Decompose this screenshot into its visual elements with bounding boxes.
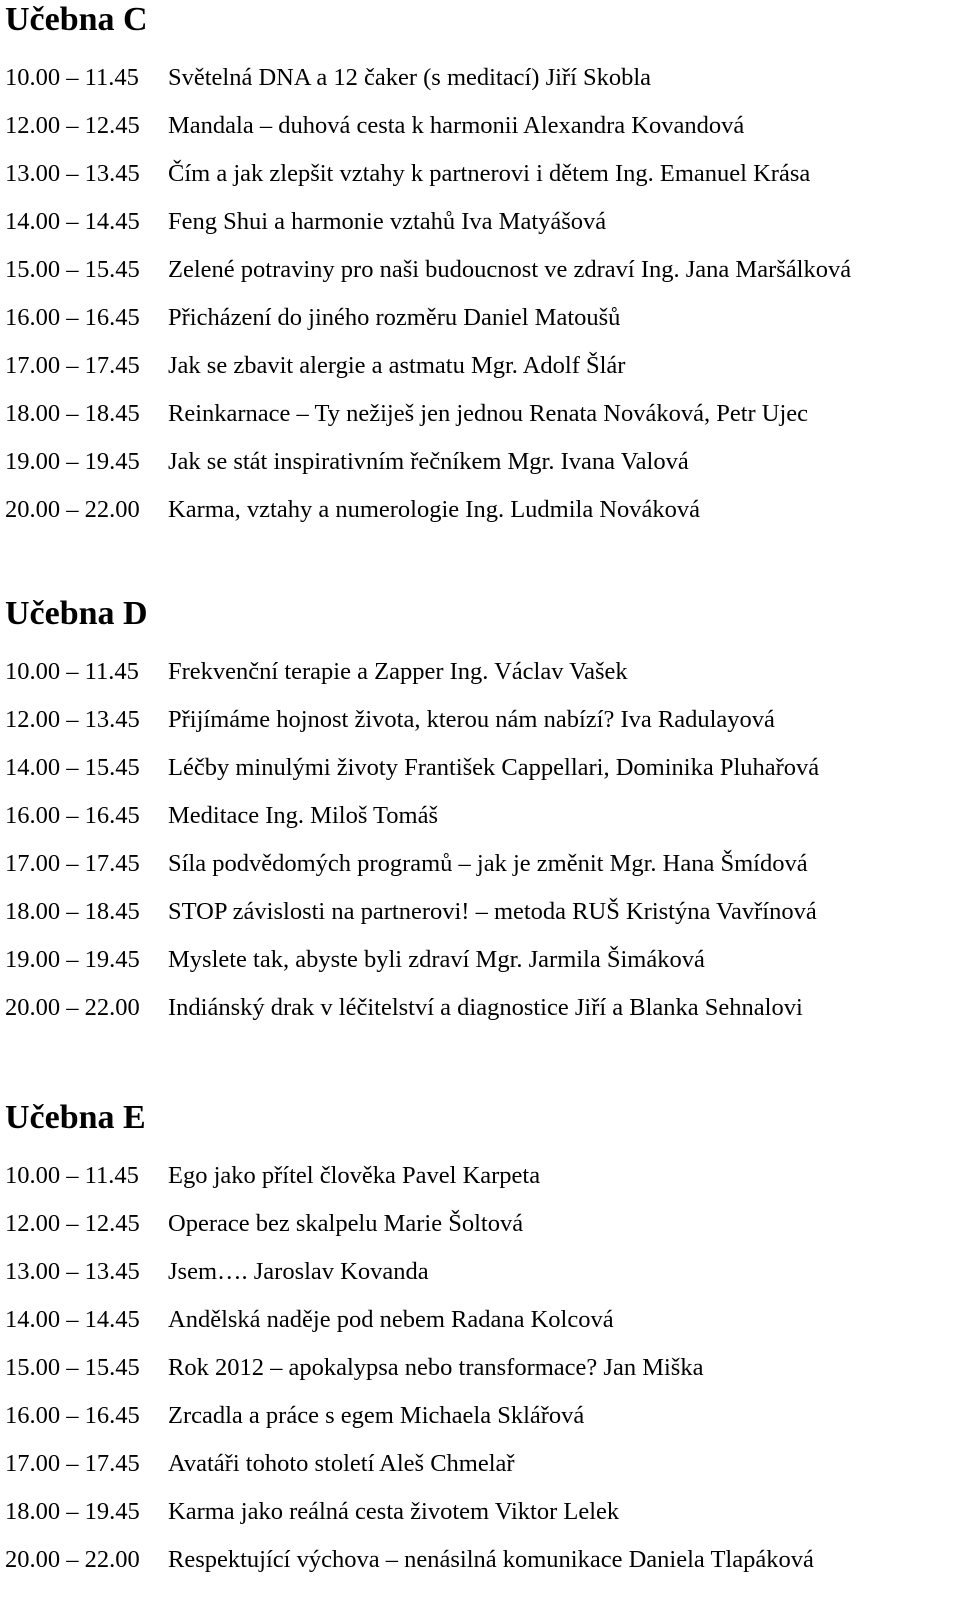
schedule-row [5,294,955,342]
time-slot: 20.00 – 22.00 [5,994,140,1021]
schedule-row [5,792,955,840]
schedule-row [5,1344,955,1392]
time-slot: 14.00 – 15.45 [5,754,140,781]
session-title-and-speaker: Zelené potraviny pro naši budoucnost ve zdraví Ing. Jana Maršálková [168,256,852,283]
schedule-row [5,1488,955,1536]
session-title-and-speaker: Přijímáme hojnost života, kterou nám nabízí? Iva Radulayová [168,706,775,733]
session-title-and-speaker: Operace bez skalpelu Marie Šoltová [168,1210,524,1237]
session-title-and-speaker: Ego jako přítel člověka Pavel Karpeta [168,1162,541,1189]
section-title: Učebna C [5,1,148,38]
schedule-row [5,246,955,294]
time-slot: 10.00 – 11.45 [5,658,139,685]
time-slot: 15.00 – 15.45 [5,256,140,283]
schedule-row [5,486,955,534]
schedule-row [5,1248,955,1296]
time-slot: 13.00 – 13.45 [5,1258,140,1285]
time-slot: 16.00 – 16.45 [5,304,140,331]
schedule-list [5,648,955,1032]
time-slot: 17.00 – 17.45 [5,352,140,379]
schedule-row [5,438,955,486]
session-title-and-speaker: Feng Shui a harmonie vztahů Iva Matyášová [168,208,607,235]
session-title-and-speaker: Mandala – duhová cesta k harmonii Alexandra Kovandová [168,112,745,139]
session-title-and-speaker: Čím a jak zlepšit vztahy k partnerovi i dětem Ing. Emanuel Krása [168,160,811,187]
schedule-row [5,54,955,102]
time-slot: 12.00 – 13.45 [5,706,140,733]
time-slot: 13.00 – 13.45 [5,160,140,187]
schedule-section-ucebna-c [5,0,955,534]
schedule-row [5,198,955,246]
time-slot: 17.00 – 17.45 [5,1450,140,1477]
time-slot: 16.00 – 16.45 [5,802,140,829]
schedule-row [5,390,955,438]
section-title: Učebna D [5,595,148,632]
time-slot: 10.00 – 11.45 [5,64,139,91]
time-slot: 18.00 – 19.45 [5,1498,140,1525]
schedule-row [5,1200,955,1248]
session-title-and-speaker: Respektující výchova – nenásilná komunikace Daniela Tlapáková [168,1546,814,1573]
schedule-row [5,840,955,888]
session-title-and-speaker: Zrcadla a práce s egem Michaela Sklářová [168,1402,585,1429]
schedule-row [5,1440,955,1488]
time-slot: 12.00 – 12.45 [5,112,140,139]
schedule-list [5,54,955,534]
time-slot: 19.00 – 19.45 [5,946,140,973]
schedule-row [5,1392,955,1440]
schedule-row [5,744,955,792]
time-slot: 19.00 – 19.45 [5,448,140,475]
session-title-and-speaker: Meditace Ing. Miloš Tomáš [168,802,439,829]
time-slot: 20.00 – 22.00 [5,496,140,523]
session-title-and-speaker: Rok 2012 – apokalypsa nebo transformace? Jan Miška [168,1354,704,1381]
schedule-row [5,102,955,150]
time-slot: 17.00 – 17.45 [5,850,140,877]
session-title-and-speaker: Karma jako reálná cesta životem Viktor Lelek [168,1498,620,1525]
session-title-and-speaker: Přicházení do jiného rozměru Daniel Matoušů [168,304,621,331]
schedule-section-ucebna-d [5,594,955,1032]
time-slot: 15.00 – 15.45 [5,1354,140,1381]
schedule-section-ucebna-e [5,1098,955,1584]
schedule-row [5,1536,955,1584]
schedule-row [5,696,955,744]
time-slot: 12.00 – 12.45 [5,1210,140,1237]
session-title-and-speaker: Karma, vztahy a numerologie Ing. Ludmila Nováková [168,496,701,523]
session-title-and-speaker: Myslete tak, abyste byli zdraví Mgr. Jarmila Šimáková [168,946,705,973]
section-title: Učebna E [5,1099,146,1136]
time-slot: 18.00 – 18.45 [5,400,140,427]
time-slot: 16.00 – 16.45 [5,1402,140,1429]
session-title-and-speaker: Indiánský drak v léčitelství a diagnostice Jiří a Blanka Sehnalovi [168,994,803,1021]
time-slot: 10.00 – 11.45 [5,1162,139,1189]
session-title-and-speaker: Avatáři tohoto století Aleš Chmelař [168,1450,515,1477]
schedule-row [5,1296,955,1344]
session-title-and-speaker: Léčby minulými životy František Cappellari, Dominika Pluhařová [168,754,820,781]
schedule-row [5,888,955,936]
session-title-and-speaker: Jsem…. Jaroslav Kovanda [168,1258,429,1285]
session-title-and-speaker: Andělská naděje pod nebem Radana Kolcová [168,1306,614,1333]
session-title-and-speaker: STOP závislosti na partnerovi! – metoda RUŠ Kristýna Vavřínová [168,898,817,925]
time-slot: 18.00 – 18.45 [5,898,140,925]
schedule-row [5,342,955,390]
time-slot: 14.00 – 14.45 [5,1306,140,1333]
time-slot: 20.00 – 22.00 [5,1546,140,1573]
schedule-row [5,150,955,198]
time-slot: 14.00 – 14.45 [5,208,140,235]
schedule-row [5,984,955,1032]
session-title-and-speaker: Jak se stát inspirativním řečníkem Mgr. Ivana Valová [168,448,689,475]
session-title-and-speaker: Jak se zbavit alergie a astmatu Mgr. Adolf Šlár [168,352,626,379]
schedule-list [5,1152,955,1584]
schedule-row [5,1152,955,1200]
session-title-and-speaker: Síla podvědomých programů – jak je změnit Mgr. Hana Šmídová [168,850,808,877]
session-title-and-speaker: Reinkarnace – Ty nežiješ jen jednou Renata Nováková, Petr Ujec [168,400,809,427]
schedule-row [5,936,955,984]
session-title-and-speaker: Frekvenční terapie a Zapper Ing. Václav Vašek [168,658,628,685]
session-title-and-speaker: Světelná DNA a 12 čaker (s meditací) Jiří Skobla [168,64,652,91]
schedule-row [5,648,955,696]
